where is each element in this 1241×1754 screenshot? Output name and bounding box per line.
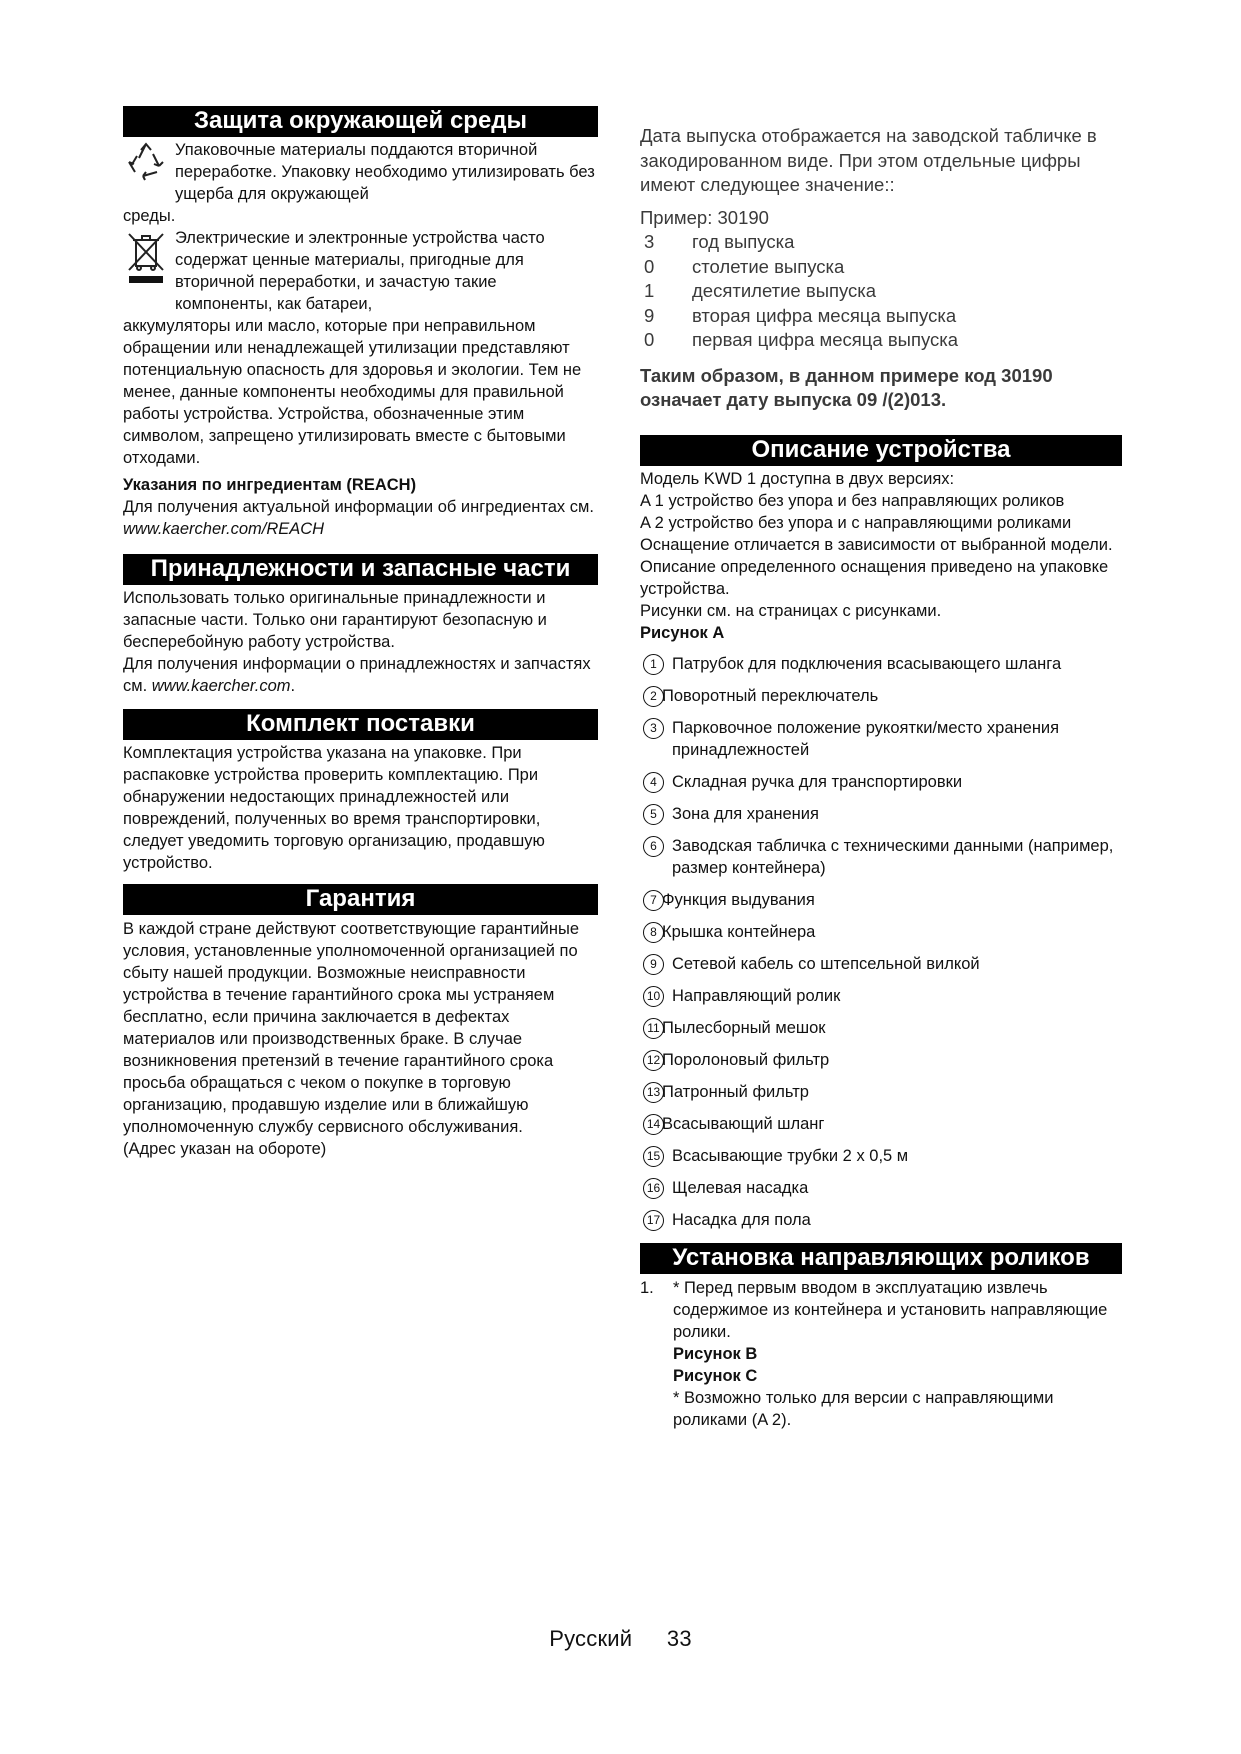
figure-c-label: Рисунок C (673, 1366, 758, 1385)
legend-item (640, 889, 1122, 911)
legend-item (640, 1017, 1122, 1039)
accessories-text: Использовать только оригинальные принадлежности и запасные части. Только они гарантируют безопасную и бесперебойную работу устройства. (123, 589, 547, 651)
legend-number: 6 (643, 836, 664, 857)
legend-item (640, 717, 1122, 761)
legend-number: 15 (643, 1146, 664, 1167)
legend-text: Заводская табличка с техническими данными (например, размер контейнера) (672, 836, 1114, 877)
legend-text: Складная ручка для транспортировки (672, 772, 963, 791)
description-line-4: Оснащение отличается в зависимости от выбранной модели. Описание определенного оснащения приведено на упаковке устройства. (640, 535, 1113, 598)
legend-text: Патрубок для подключения всасывающего шланга (672, 654, 1062, 673)
date-meaning: десятилетие выпуска (692, 280, 877, 301)
reach-text (123, 496, 598, 540)
heading-accessories: Принадлежности и запасные части (123, 554, 598, 585)
reach-text-body: Для получения актуальной информации об ингредиентах см. (123, 498, 594, 516)
legend-item (640, 921, 1122, 943)
date-meaning: первая цифра месяца выпуска (692, 329, 959, 350)
legend-item (640, 803, 1122, 825)
legend-number: 11 (643, 1018, 664, 1039)
legend-item (640, 1145, 1122, 1167)
heading-warranty: Гарантия (123, 884, 598, 915)
env-packaging-block (123, 139, 598, 205)
legend-number: 16 (643, 1178, 664, 1199)
date-digit: 0 (644, 329, 655, 350)
crossed-bin-icon (125, 230, 167, 286)
figure-b-label: Рисунок B (673, 1344, 758, 1363)
date-code-intro: Дата выпуска отображается на заводской табличке в закодированном виде. При этом отдельные цифры имеют следующее значение:: (640, 125, 1097, 195)
legend-number: 3 (643, 718, 664, 739)
step-number: 1. (640, 1278, 654, 1297)
env-electronics-block (123, 227, 598, 315)
date-row-5 (640, 328, 1122, 353)
legend-item (640, 1049, 1122, 1071)
heading-description: Описание устройства (640, 435, 1122, 466)
legend-text: Зона для хранения (672, 804, 819, 823)
heading-delivery: Комплект поставки (123, 709, 598, 740)
legend-text: Поролоновый фильтр (662, 1050, 830, 1069)
legend-number: 1 (643, 654, 664, 675)
env-electronics-text: Электрические и электронные устройства часто содержат ценные материалы, пригодные для вторичной переработки, и зачастую такие компоненты, как батареи, (175, 229, 545, 313)
right-column (640, 124, 1122, 1431)
legend-text: Щелевая насадка (672, 1178, 809, 1197)
date-code-example: Пример: 30190 (640, 206, 769, 228)
recycle-icon (125, 142, 167, 184)
component-legend (640, 653, 1122, 1231)
figure-a-label: Рисунок A (640, 623, 725, 642)
legend-number: 12 (643, 1050, 664, 1071)
reach-link[interactable]: www.kaercher.com/REACH (123, 520, 325, 538)
legend-item (640, 953, 1122, 975)
legend-number: 14 (643, 1114, 664, 1135)
warranty-text: В каждой стране действуют соответствующие гарантийные условия, установленные уполномоченной организацией по сбыту нашей продукции. Возможные неисправности устройства в течение гарантийного срока мы устраняем бесплатно, если причина заключается в дефектах материалов или производственных браке. В случае возникновения претензий в течение гарантийного срока просьба обращаться с чеком о покупке в торговую организацию, продавшую изделие или в ближайшую уполномоченную службу сервисного обслуживания. (123, 920, 580, 1136)
page-number: 33 (666, 1626, 692, 1651)
legend-text: Поворотный переключатель (662, 686, 879, 705)
accessories-link-prefix: Для получения информации о принадлежностях и запчастях см. (123, 655, 591, 695)
legend-text: Патронный фильтр (662, 1082, 809, 1101)
legend-text: Всасывающий шланг (662, 1114, 825, 1133)
legend-text: Всасывающие трубки 2 х 0,5 м (672, 1146, 909, 1165)
legend-item (640, 1177, 1122, 1199)
legend-item (640, 771, 1122, 793)
date-row-4 (640, 304, 1122, 329)
legend-text: Парковочное положение рукоятки/место хранения принадлежностей (672, 718, 1060, 759)
date-meaning: столетие выпуска (692, 255, 845, 277)
legend-text: Функция выдувания (662, 890, 815, 909)
legend-item (640, 835, 1122, 879)
reach-title: Указания по ингредиентам (REACH) (123, 476, 417, 494)
legend-number: 10 (643, 986, 664, 1007)
env-packaging-text-end: среды. (123, 207, 176, 225)
legend-number: 9 (643, 954, 664, 975)
env-packaging-text: Упаковочные материалы поддаются вторичной переработке. Упаковку необходимо утилизировать без ущерба для окружающей (175, 141, 595, 203)
date-row-1 (640, 230, 1122, 255)
description-line-3: A 2 устройство без упора и с направляющими роликами (640, 513, 1072, 532)
step-note: * Возможно только для версии с направляющими роликами (A 2). (673, 1388, 1054, 1429)
legend-number: 17 (643, 1210, 664, 1231)
legend-text: Насадка для пола (672, 1210, 811, 1229)
date-digit: 0 (644, 255, 655, 277)
legend-number: 5 (643, 804, 664, 825)
step-text: * Перед первым вводом в эксплуатацию извлечь содержимое из контейнера и установить направляющие ролики. (673, 1278, 1108, 1341)
rollers-step-1 (640, 1277, 1122, 1431)
footer-language: Русский (549, 1626, 633, 1651)
legend-item (640, 685, 1122, 707)
accessories-link-suffix: . (290, 677, 296, 695)
date-digit: 9 (644, 304, 655, 326)
legend-text: Направляющий ролик (672, 986, 841, 1005)
legend-text: Крышка контейнера (662, 922, 816, 941)
description-line-1: Модель KWD 1 доступна в двух версиях: (640, 469, 955, 488)
date-row-2 (640, 255, 1122, 280)
delivery-text: Комплектация устройства указана на упаковке. При распаковке устройства проверить комплектацию. При обнаружении недостающих принадлежностей или повреждений, полученных во время транспортировки, следует уведомить торговую организацию, продавшую устройство. (123, 744, 545, 872)
page-footer (0, 1626, 1241, 1652)
heading-environment: Защита окружающей среды (123, 106, 598, 137)
heading-rollers: Установка направляющих роликов (640, 1243, 1122, 1274)
description-line-5: Рисунки см. на страницах с рисунками. (640, 601, 942, 620)
accessories-link-text (123, 653, 598, 697)
legend-text: Сетевой кабель со штепсельной вилкой (672, 954, 980, 973)
env-electronics-text-end: аккумуляторы или масло, которые при неправильном обращении или ненадлежащей утилизации представляют потенциальную опасность для здоровья и экологии. Тем не менее, данные компоненты необходимы для правильной работы устройства. Устройства, обозначенные этим символом, запрещено утилизировать вместе с бытовыми отходами. (123, 317, 582, 467)
date-code-summary: Таким образом, в данном примере код 30190 означает дату выпуска 09 /(2)013. (640, 364, 1053, 410)
legend-number: 13 (643, 1082, 664, 1103)
date-digit: 1 (644, 280, 655, 301)
legend-item (640, 985, 1122, 1007)
left-column (123, 106, 598, 1160)
legend-number: 8 (643, 922, 664, 943)
accessories-link[interactable]: www.kaercher.com (151, 677, 291, 695)
legend-item (640, 1209, 1122, 1231)
date-digit: 3 (644, 231, 655, 252)
legend-number: 4 (643, 772, 664, 793)
date-meaning: год выпуска (692, 231, 795, 252)
legend-number: 2 (643, 686, 664, 707)
legend-item (640, 1113, 1122, 1135)
legend-number: 7 (643, 890, 664, 911)
date-meaning: вторая цифра месяца выпуска (692, 304, 957, 326)
legend-item (640, 1081, 1122, 1103)
date-row-3 (640, 279, 1122, 304)
legend-item (640, 653, 1122, 675)
legend-text: Пылесборный мешок (662, 1018, 826, 1037)
date-code-block (640, 124, 1122, 413)
warranty-address: (Адрес указан на обороте) (123, 1140, 327, 1158)
description-line-2: A 1 устройство без упора и без направляющих роликов (640, 491, 1065, 510)
